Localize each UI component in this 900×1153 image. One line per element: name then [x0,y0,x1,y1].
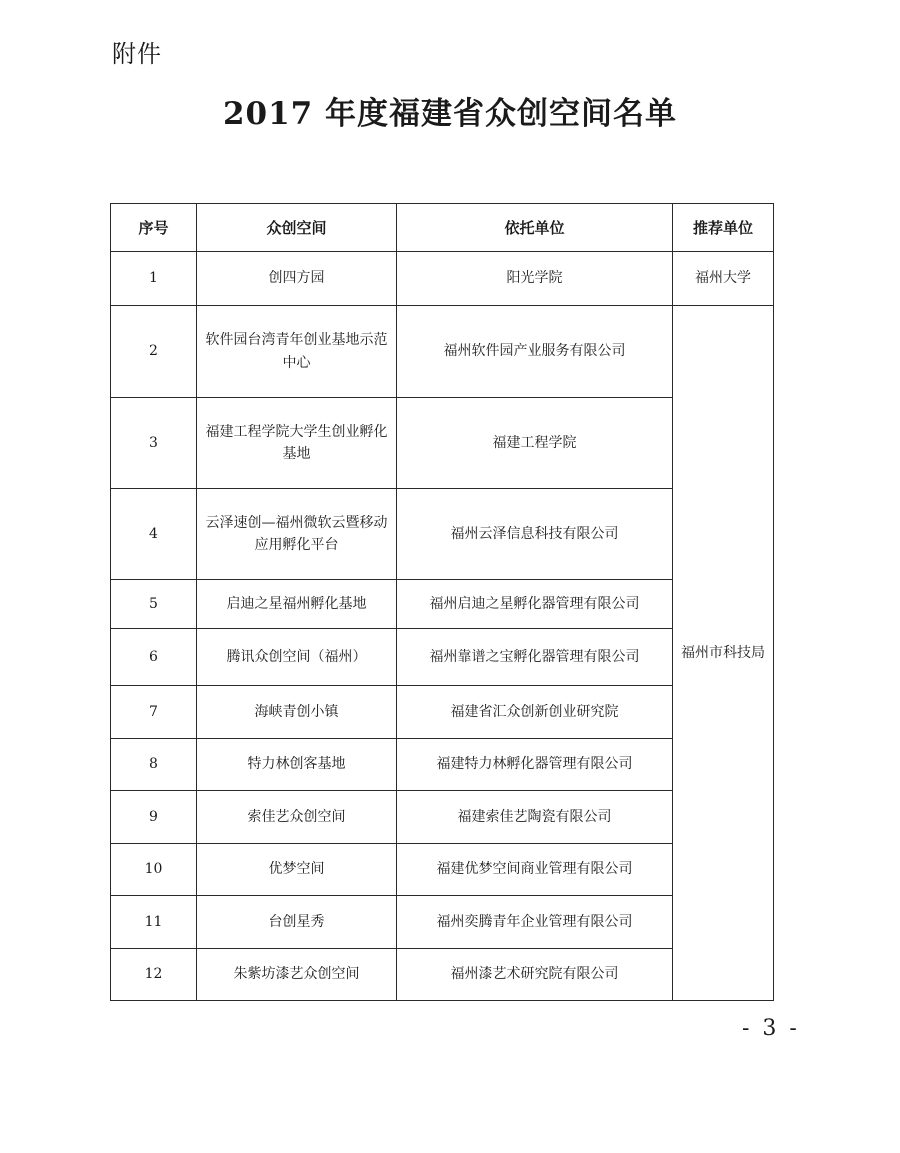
row-no: 4 [111,489,197,580]
row-no: 6 [111,629,197,686]
row-space: 海峡青创小镇 [197,686,397,739]
document-title: 2017 年度福建省众创空间名单 [222,96,678,132]
row-no: 10 [111,844,197,896]
row-space: 朱紫坊漆艺众创空间 [197,949,397,1001]
row-org: 福建优梦空间商业管理有限公司 [397,844,673,896]
row-no: 9 [111,791,197,844]
recommender-cell: 福州大学 [673,252,774,306]
row-org: 福建特力林孵化器管理有限公司 [397,739,673,791]
table-header-row [111,204,774,252]
row-space: 启迪之星福州孵化基地 [197,580,397,629]
row-no: 5 [111,580,197,629]
row-space: 创四方园 [197,252,397,306]
row-no: 2 [111,306,197,398]
row-org: 福州软件园产业服务有限公司 [397,306,673,398]
row-no: 12 [111,949,197,1001]
row-org: 福州云泽信息科技有限公司 [397,489,673,580]
row-space: 特力林创客基地 [197,739,397,791]
row-no: 3 [111,398,197,489]
maker-space-table [110,203,774,1001]
table-row [111,252,774,306]
recommender-cell: 福州市科技局 [673,306,774,1001]
header-no: 序号 [111,204,197,252]
row-org: 福州漆艺术研究院有限公司 [397,949,673,1001]
attachment-label: 附件 [112,40,162,68]
row-space: 索佳艺众创空间 [197,791,397,844]
table-row [111,306,774,398]
row-space: 软件园台湾青年创业基地示范中心 [197,306,397,398]
row-org: 阳光学院 [397,252,673,306]
row-org: 福州奕腾青年企业管理有限公司 [397,896,673,949]
row-space: 优梦空间 [197,844,397,896]
row-no: 7 [111,686,197,739]
row-no: 11 [111,896,197,949]
row-org: 福建索佳艺陶瓷有限公司 [397,791,673,844]
row-space: 腾讯众创空间（福州） [197,629,397,686]
row-org: 福建工程学院 [397,398,673,489]
row-org: 福州靠谱之宝孵化器管理有限公司 [397,629,673,686]
row-space: 台创星秀 [197,896,397,949]
header-space: 众创空间 [197,204,397,252]
row-space: 云泽速创—福州微软云暨移动应用孵化平台 [197,489,397,580]
header-recommender: 推荐单位 [673,204,774,252]
row-org: 福建省汇众创新创业研究院 [397,686,673,739]
row-no: 1 [111,252,197,306]
row-no: 8 [111,739,197,791]
row-space: 福建工程学院大学生创业孵化基地 [197,398,397,489]
header-org: 依托单位 [397,204,673,252]
page-number: - 3 - [742,1016,800,1041]
row-org: 福州启迪之星孵化器管理有限公司 [397,580,673,629]
